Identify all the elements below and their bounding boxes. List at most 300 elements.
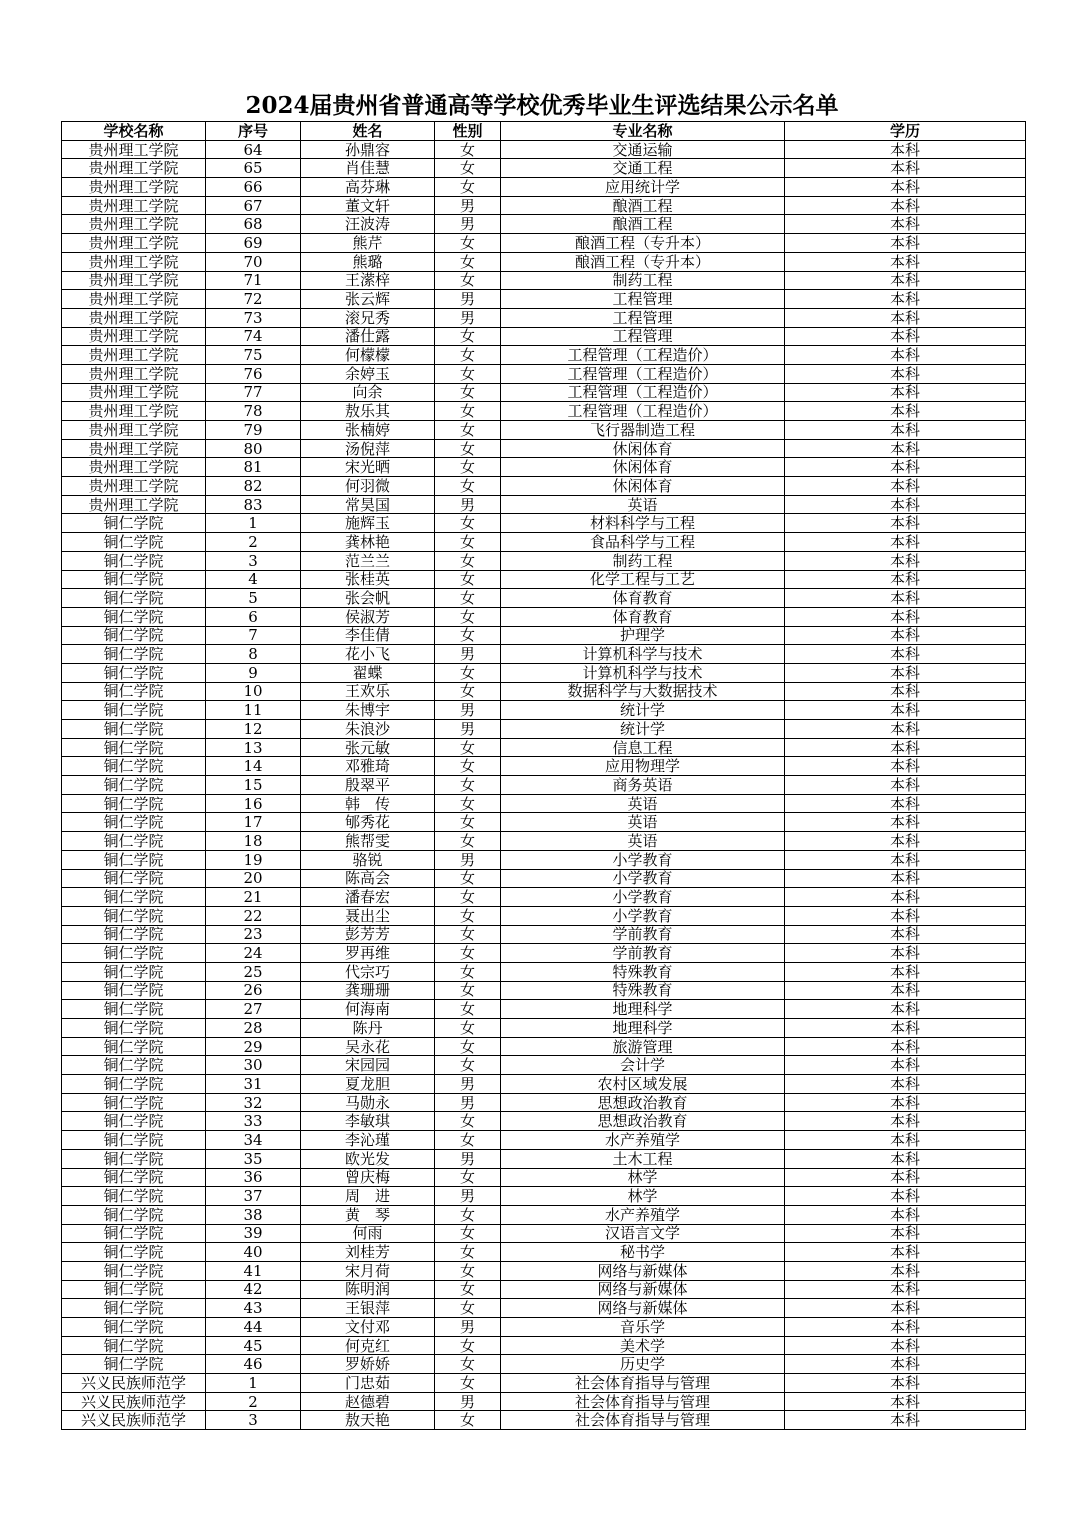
degree-cell: 本科	[785, 533, 1026, 552]
degree-cell: 本科	[785, 589, 1026, 608]
school-cell: 铜仁学院	[62, 682, 206, 701]
school-cell: 铜仁学院	[62, 888, 206, 907]
school-cell: 铜仁学院	[62, 1205, 206, 1224]
gender-cell: 女	[435, 533, 501, 552]
table-row	[62, 215, 1026, 234]
degree-cell: 本科	[785, 1411, 1026, 1430]
seq-cell: 83	[206, 495, 301, 514]
school-cell: 贵州理工学院	[62, 364, 206, 383]
degree-cell: 本科	[785, 1075, 1026, 1094]
school-cell: 铜仁学院	[62, 1075, 206, 1094]
school-cell: 铜仁学院	[62, 944, 206, 963]
degree-cell: 本科	[785, 1299, 1026, 1318]
name-cell: 龚珊珊	[301, 981, 435, 1000]
table-row	[62, 234, 1026, 253]
gender-cell: 女	[435, 477, 501, 496]
degree-cell: 本科	[785, 981, 1026, 1000]
seq-cell: 66	[206, 178, 301, 197]
major-cell: 小学教育	[501, 850, 785, 869]
table-row	[62, 1243, 1026, 1262]
seq-cell: 42	[206, 1280, 301, 1299]
seq-cell: 34	[206, 1131, 301, 1150]
gender-cell: 女	[435, 271, 501, 290]
gender-cell: 女	[435, 944, 501, 963]
name-cell: 范兰兰	[301, 551, 435, 570]
header-degree: 学历	[785, 122, 1026, 141]
gender-cell: 女	[435, 439, 501, 458]
table-row	[62, 962, 1026, 981]
table-row	[62, 1205, 1026, 1224]
degree-cell: 本科	[785, 757, 1026, 776]
school-cell: 贵州理工学院	[62, 402, 206, 421]
degree-cell: 本科	[785, 159, 1026, 178]
gender-cell: 女	[435, 327, 501, 346]
name-cell: 曾庆梅	[301, 1168, 435, 1187]
school-cell: 铜仁学院	[62, 1112, 206, 1131]
degree-cell: 本科	[785, 140, 1026, 159]
major-cell: 土木工程	[501, 1149, 785, 1168]
name-cell: 李敏琪	[301, 1112, 435, 1131]
degree-cell: 本科	[785, 925, 1026, 944]
gender-cell: 女	[435, 252, 501, 271]
major-cell: 工程管理（工程造价）	[501, 383, 785, 402]
degree-cell: 本科	[785, 1093, 1026, 1112]
degree-cell: 本科	[785, 1205, 1026, 1224]
name-cell: 敖天艳	[301, 1411, 435, 1430]
name-cell: 文付邓	[301, 1318, 435, 1337]
school-cell: 贵州理工学院	[62, 215, 206, 234]
name-cell: 欧光发	[301, 1149, 435, 1168]
degree-cell: 本科	[785, 364, 1026, 383]
name-cell: 熊璐	[301, 252, 435, 271]
major-cell: 工程管理（工程造价）	[501, 346, 785, 365]
gender-cell: 女	[435, 1056, 501, 1075]
degree-cell: 本科	[785, 1037, 1026, 1056]
table-row	[62, 906, 1026, 925]
gender-cell: 女	[435, 1243, 501, 1262]
seq-cell: 28	[206, 1019, 301, 1038]
degree-cell: 本科	[785, 1019, 1026, 1038]
gender-cell: 女	[435, 1224, 501, 1243]
name-cell: 汪波涛	[301, 215, 435, 234]
name-cell: 张会帆	[301, 589, 435, 608]
name-cell: 陈明润	[301, 1280, 435, 1299]
table-body	[62, 140, 1026, 1429]
seq-cell: 44	[206, 1318, 301, 1337]
school-cell: 铜仁学院	[62, 757, 206, 776]
seq-cell: 1	[206, 1374, 301, 1393]
table-header-row	[62, 122, 1026, 141]
table-row	[62, 383, 1026, 402]
table-row	[62, 663, 1026, 682]
school-cell: 铜仁学院	[62, 850, 206, 869]
name-cell: 王欢乐	[301, 682, 435, 701]
gender-cell: 女	[435, 832, 501, 851]
school-cell: 铜仁学院	[62, 551, 206, 570]
seq-cell: 16	[206, 794, 301, 813]
table-row	[62, 1224, 1026, 1243]
table-row	[62, 1149, 1026, 1168]
seq-cell: 80	[206, 439, 301, 458]
degree-cell: 本科	[785, 234, 1026, 253]
name-cell: 殷翠平	[301, 776, 435, 795]
school-cell: 铜仁学院	[62, 1280, 206, 1299]
name-cell: 代宗巧	[301, 962, 435, 981]
name-cell: 董文轩	[301, 196, 435, 215]
gender-cell: 女	[435, 458, 501, 477]
degree-cell: 本科	[785, 327, 1026, 346]
table-row	[62, 1187, 1026, 1206]
degree-cell: 本科	[785, 776, 1026, 795]
major-cell: 英语	[501, 813, 785, 832]
school-cell: 铜仁学院	[62, 1336, 206, 1355]
gender-cell: 女	[435, 383, 501, 402]
gender-cell: 男	[435, 1093, 501, 1112]
major-cell: 交通工程	[501, 159, 785, 178]
name-cell: 王银萍	[301, 1299, 435, 1318]
degree-cell: 本科	[785, 346, 1026, 365]
seq-cell: 1	[206, 514, 301, 533]
name-cell: 李佳倩	[301, 626, 435, 645]
major-cell: 制药工程	[501, 551, 785, 570]
major-cell: 食品科学与工程	[501, 533, 785, 552]
gender-cell: 女	[435, 1261, 501, 1280]
degree-cell: 本科	[785, 888, 1026, 907]
table-row	[62, 533, 1026, 552]
major-cell: 小学教育	[501, 888, 785, 907]
major-cell: 休闲体育	[501, 439, 785, 458]
gender-cell: 女	[435, 776, 501, 795]
school-cell: 贵州理工学院	[62, 271, 206, 290]
seq-cell: 74	[206, 327, 301, 346]
degree-cell: 本科	[785, 1112, 1026, 1131]
name-cell: 周 进	[301, 1187, 435, 1206]
major-cell: 汉语言文学	[501, 1224, 785, 1243]
major-cell: 飞行器制造工程	[501, 421, 785, 440]
name-cell: 何檬檬	[301, 346, 435, 365]
degree-cell: 本科	[785, 215, 1026, 234]
school-cell: 铜仁学院	[62, 1019, 206, 1038]
major-cell: 学前教育	[501, 925, 785, 944]
major-cell: 体育教育	[501, 607, 785, 626]
major-cell: 历史学	[501, 1355, 785, 1374]
degree-cell: 本科	[785, 252, 1026, 271]
gender-cell: 男	[435, 196, 501, 215]
gender-cell: 男	[435, 215, 501, 234]
gender-cell: 男	[435, 1318, 501, 1337]
seq-cell: 36	[206, 1168, 301, 1187]
table-row	[62, 402, 1026, 421]
degree-cell: 本科	[785, 663, 1026, 682]
seq-cell: 13	[206, 738, 301, 757]
name-cell: 熊芹	[301, 234, 435, 253]
degree-cell: 本科	[785, 1000, 1026, 1019]
name-cell: 马勋永	[301, 1093, 435, 1112]
school-cell: 兴义民族师范学	[62, 1411, 206, 1430]
name-cell: 韩 传	[301, 794, 435, 813]
table-row	[62, 850, 1026, 869]
major-cell: 英语	[501, 832, 785, 851]
school-cell: 铜仁学院	[62, 776, 206, 795]
table-row	[62, 1075, 1026, 1094]
seq-cell: 30	[206, 1056, 301, 1075]
table-row	[62, 159, 1026, 178]
name-cell: 孙鼎容	[301, 140, 435, 159]
major-cell: 社会体育指导与管理	[501, 1374, 785, 1393]
seq-cell: 81	[206, 458, 301, 477]
major-cell: 学前教育	[501, 944, 785, 963]
table-row	[62, 1056, 1026, 1075]
school-cell: 铜仁学院	[62, 626, 206, 645]
table-row	[62, 869, 1026, 888]
gender-cell: 男	[435, 720, 501, 739]
school-cell: 贵州理工学院	[62, 290, 206, 309]
school-cell: 铜仁学院	[62, 1149, 206, 1168]
major-cell: 信息工程	[501, 738, 785, 757]
name-cell: 夏龙胆	[301, 1075, 435, 1094]
name-cell: 朱浪沙	[301, 720, 435, 739]
gender-cell: 女	[435, 1205, 501, 1224]
gender-cell: 女	[435, 1019, 501, 1038]
seq-cell: 64	[206, 140, 301, 159]
gender-cell: 女	[435, 1131, 501, 1150]
table-row	[62, 551, 1026, 570]
seq-cell: 78	[206, 402, 301, 421]
name-cell: 宋光晒	[301, 458, 435, 477]
seq-cell: 32	[206, 1093, 301, 1112]
seq-cell: 40	[206, 1243, 301, 1262]
table-row	[62, 1093, 1026, 1112]
school-cell: 铜仁学院	[62, 645, 206, 664]
school-cell: 贵州理工学院	[62, 196, 206, 215]
school-cell: 铜仁学院	[62, 1037, 206, 1056]
name-cell: 罗再维	[301, 944, 435, 963]
degree-cell: 本科	[785, 383, 1026, 402]
school-cell: 贵州理工学院	[62, 421, 206, 440]
table-row	[62, 477, 1026, 496]
gender-cell: 女	[435, 140, 501, 159]
table-row	[62, 196, 1026, 215]
major-cell: 制药工程	[501, 271, 785, 290]
name-cell: 郇秀花	[301, 813, 435, 832]
gender-cell: 男	[435, 290, 501, 309]
gender-cell: 女	[435, 1000, 501, 1019]
degree-cell: 本科	[785, 1318, 1026, 1337]
degree-cell: 本科	[785, 477, 1026, 496]
table-row	[62, 1392, 1026, 1411]
gender-cell: 女	[435, 626, 501, 645]
degree-cell: 本科	[785, 570, 1026, 589]
gender-cell: 女	[435, 794, 501, 813]
major-cell: 酿酒工程	[501, 196, 785, 215]
seq-cell: 4	[206, 570, 301, 589]
school-cell: 铜仁学院	[62, 1056, 206, 1075]
school-cell: 贵州理工学院	[62, 495, 206, 514]
degree-cell: 本科	[785, 701, 1026, 720]
table-row	[62, 701, 1026, 720]
major-cell: 美术学	[501, 1336, 785, 1355]
degree-cell: 本科	[785, 1374, 1026, 1393]
table-row	[62, 364, 1026, 383]
gender-cell: 女	[435, 421, 501, 440]
degree-cell: 本科	[785, 1187, 1026, 1206]
name-cell: 高芬琳	[301, 178, 435, 197]
gender-cell: 女	[435, 757, 501, 776]
name-cell: 花小飞	[301, 645, 435, 664]
degree-cell: 本科	[785, 626, 1026, 645]
seq-cell: 11	[206, 701, 301, 720]
major-cell: 农村区域发展	[501, 1075, 785, 1094]
school-cell: 贵州理工学院	[62, 252, 206, 271]
gender-cell: 女	[435, 514, 501, 533]
school-cell: 贵州理工学院	[62, 140, 206, 159]
header-name: 姓名	[301, 122, 435, 141]
gender-cell: 男	[435, 850, 501, 869]
major-cell: 秘书学	[501, 1243, 785, 1262]
gender-cell: 女	[435, 925, 501, 944]
school-cell: 贵州理工学院	[62, 234, 206, 253]
school-cell: 铜仁学院	[62, 981, 206, 1000]
gender-cell: 女	[435, 1411, 501, 1430]
table-row	[62, 1261, 1026, 1280]
school-cell: 铜仁学院	[62, 794, 206, 813]
gender-cell: 女	[435, 1336, 501, 1355]
seq-cell: 26	[206, 981, 301, 1000]
table-row	[62, 1168, 1026, 1187]
table-row	[62, 308, 1026, 327]
school-cell: 铜仁学院	[62, 1093, 206, 1112]
degree-cell: 本科	[785, 421, 1026, 440]
seq-cell: 31	[206, 1075, 301, 1094]
school-cell: 贵州理工学院	[62, 327, 206, 346]
name-cell: 滚兄秀	[301, 308, 435, 327]
major-cell: 网络与新媒体	[501, 1280, 785, 1299]
seq-cell: 2	[206, 533, 301, 552]
table-row	[62, 776, 1026, 795]
school-cell: 贵州理工学院	[62, 477, 206, 496]
seq-cell: 10	[206, 682, 301, 701]
seq-cell: 19	[206, 850, 301, 869]
school-cell: 铜仁学院	[62, 720, 206, 739]
major-cell: 休闲体育	[501, 458, 785, 477]
school-cell: 贵州理工学院	[62, 383, 206, 402]
major-cell: 水产养殖学	[501, 1205, 785, 1224]
gender-cell: 女	[435, 178, 501, 197]
gender-cell: 女	[435, 234, 501, 253]
table-row	[62, 252, 1026, 271]
seq-cell: 9	[206, 663, 301, 682]
major-cell: 数据科学与大数据技术	[501, 682, 785, 701]
degree-cell: 本科	[785, 1168, 1026, 1187]
major-cell: 应用物理学	[501, 757, 785, 776]
table-row	[62, 271, 1026, 290]
gender-cell: 女	[435, 663, 501, 682]
school-cell: 铜仁学院	[62, 962, 206, 981]
major-cell: 社会体育指导与管理	[501, 1411, 785, 1430]
name-cell: 陈高会	[301, 869, 435, 888]
major-cell: 思想政治教育	[501, 1093, 785, 1112]
major-cell: 特殊教育	[501, 962, 785, 981]
gender-cell: 男	[435, 308, 501, 327]
school-cell: 铜仁学院	[62, 1187, 206, 1206]
degree-cell: 本科	[785, 290, 1026, 309]
gender-cell: 女	[435, 813, 501, 832]
school-cell: 铜仁学院	[62, 1000, 206, 1019]
name-cell: 吴永花	[301, 1037, 435, 1056]
degree-cell: 本科	[785, 850, 1026, 869]
gender-cell: 女	[435, 962, 501, 981]
table-row	[62, 1318, 1026, 1337]
name-cell: 宋月荷	[301, 1261, 435, 1280]
major-cell: 化学工程与工艺	[501, 570, 785, 589]
name-cell: 龚林艳	[301, 533, 435, 552]
page-title: 2024届贵州省普通高等学校优秀毕业生评选结果公示名单	[245, 92, 839, 119]
school-cell: 铜仁学院	[62, 1318, 206, 1337]
school-cell: 贵州理工学院	[62, 439, 206, 458]
gender-cell: 男	[435, 1149, 501, 1168]
degree-cell: 本科	[785, 869, 1026, 888]
degree-cell: 本科	[785, 832, 1026, 851]
school-cell: 铜仁学院	[62, 514, 206, 533]
school-cell: 兴义民族师范学	[62, 1392, 206, 1411]
major-cell: 会计学	[501, 1056, 785, 1075]
header-seq: 序号	[206, 122, 301, 141]
school-cell: 铜仁学院	[62, 589, 206, 608]
name-cell: 张楠婷	[301, 421, 435, 440]
seq-cell: 37	[206, 1187, 301, 1206]
major-cell: 工程管理	[501, 308, 785, 327]
major-cell: 工程管理	[501, 327, 785, 346]
name-cell: 赵德碧	[301, 1392, 435, 1411]
seq-cell: 14	[206, 757, 301, 776]
major-cell: 酿酒工程（专升本）	[501, 234, 785, 253]
table-row	[62, 589, 1026, 608]
school-cell: 铜仁学院	[62, 906, 206, 925]
school-cell: 贵州理工学院	[62, 178, 206, 197]
school-cell: 铜仁学院	[62, 570, 206, 589]
degree-cell: 本科	[785, 944, 1026, 963]
major-cell: 酿酒工程	[501, 215, 785, 234]
table-row	[62, 1131, 1026, 1150]
seq-cell: 41	[206, 1261, 301, 1280]
seq-cell: 7	[206, 626, 301, 645]
name-cell: 彭芳芳	[301, 925, 435, 944]
degree-cell: 本科	[785, 308, 1026, 327]
name-cell: 侯淑芳	[301, 607, 435, 626]
table-row	[62, 925, 1026, 944]
table-row	[62, 178, 1026, 197]
name-cell: 敖乐其	[301, 402, 435, 421]
name-cell: 常昊国	[301, 495, 435, 514]
degree-cell: 本科	[785, 178, 1026, 197]
seq-cell: 77	[206, 383, 301, 402]
name-cell: 李沁瑾	[301, 1131, 435, 1150]
table-row	[62, 1000, 1026, 1019]
degree-cell: 本科	[785, 738, 1026, 757]
table-row	[62, 813, 1026, 832]
table-row	[62, 738, 1026, 757]
major-cell: 护理学	[501, 626, 785, 645]
gender-cell: 女	[435, 364, 501, 383]
major-cell: 林学	[501, 1168, 785, 1187]
degree-cell: 本科	[785, 1149, 1026, 1168]
major-cell: 英语	[501, 794, 785, 813]
major-cell: 社会体育指导与管理	[501, 1392, 785, 1411]
gender-cell: 女	[435, 1037, 501, 1056]
seq-cell: 43	[206, 1299, 301, 1318]
major-cell: 小学教育	[501, 869, 785, 888]
school-cell: 铜仁学院	[62, 1243, 206, 1262]
